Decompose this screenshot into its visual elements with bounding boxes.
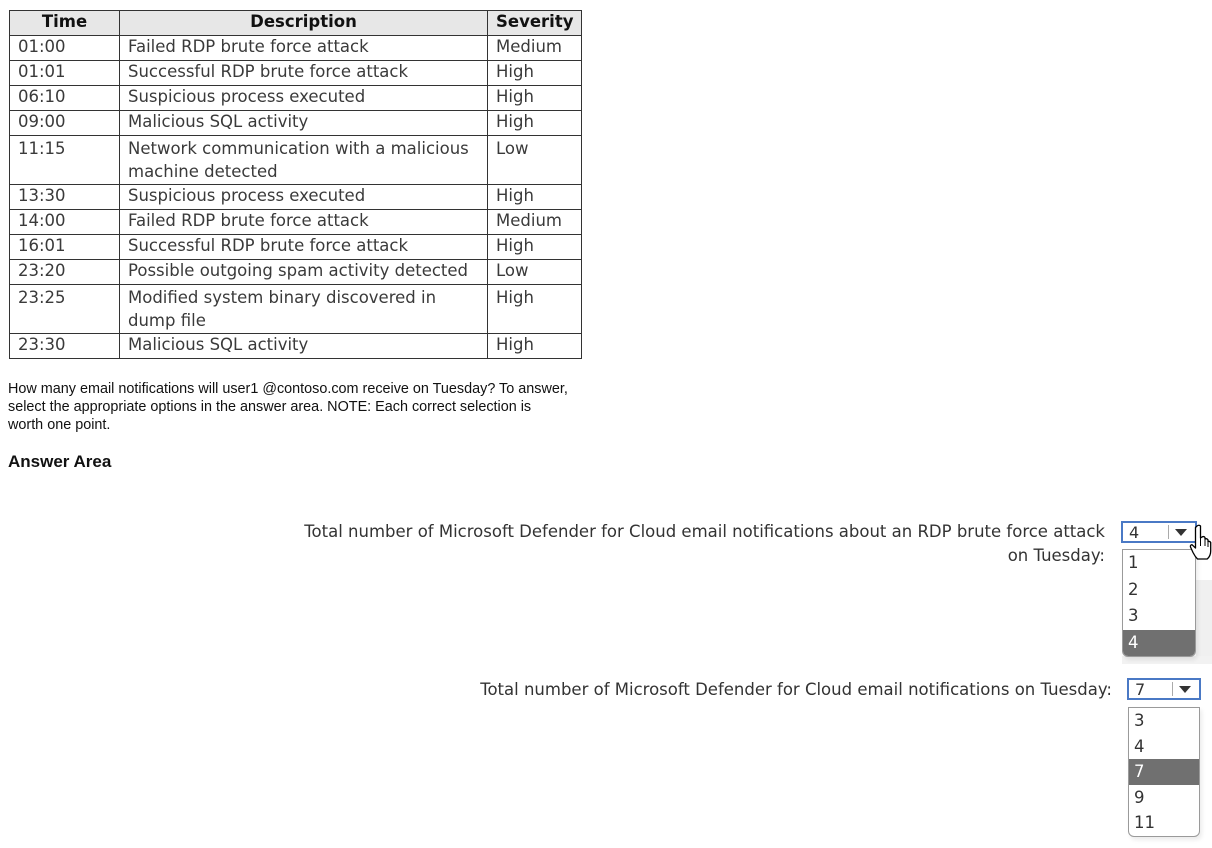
cell-description: Suspicious process executed <box>120 86 488 111</box>
q1-option[interactable]: 2 <box>1128 579 1139 599</box>
select-divider <box>1172 682 1173 696</box>
cell-time: 16:01 <box>10 235 120 260</box>
table-row <box>10 136 582 185</box>
table-row <box>10 86 582 111</box>
alerts-table <box>9 10 582 359</box>
cell-time: 14:00 <box>10 210 120 235</box>
table-row <box>10 185 582 210</box>
q2-option[interactable]: 7 <box>1129 759 1199 785</box>
alerts-table-body <box>10 36 582 359</box>
question-text: How many email notifications will user1 @contoso.com receive on Tuesday? To answer, select the appropriate options in the answer area. NOTE: Each correct selection is worth one point. <box>8 381 568 433</box>
cell-severity: High <box>488 86 582 111</box>
cell-description: Failed RDP brute force attack <box>120 36 488 61</box>
cell-severity: High <box>488 185 582 210</box>
q1-selected-value: 4 <box>1129 523 1140 542</box>
q1-dropdown-list <box>1122 549 1196 657</box>
q1-select[interactable] <box>1121 521 1197 543</box>
cell-severity: High <box>488 61 582 86</box>
hand-pointer-icon <box>1189 524 1212 564</box>
cell-description: Successful RDP brute force attack <box>120 61 488 86</box>
cell-description: Network communication with a malicious machine detected <box>120 136 488 185</box>
cell-description: Successful RDP brute force attack <box>120 235 488 260</box>
select-divider <box>1168 525 1169 539</box>
column-header-severity: Severity <box>488 11 582 36</box>
cell-description: Suspicious process executed <box>120 185 488 210</box>
column-header-description: Description <box>120 11 488 36</box>
cell-description: Failed RDP brute force attack <box>120 210 488 235</box>
cell-severity: Low <box>488 260 582 285</box>
cell-time: 23:25 <box>10 285 120 334</box>
table-row <box>10 235 582 260</box>
q1-option[interactable]: 4 <box>1123 630 1195 657</box>
cell-time: 13:30 <box>10 185 120 210</box>
cell-time: 01:00 <box>10 36 120 61</box>
cell-severity: High <box>488 235 582 260</box>
answer-area-heading: Answer Area <box>8 452 112 471</box>
table-row <box>10 36 582 61</box>
cell-severity: High <box>488 334 582 359</box>
q1-option[interactable]: 1 <box>1128 553 1139 572</box>
table-header-row <box>10 11 582 36</box>
q2-option[interactable]: 9 <box>1134 787 1145 807</box>
chevron-down-icon <box>1175 529 1187 536</box>
cell-severity: Medium <box>488 210 582 235</box>
table-row <box>10 285 582 334</box>
cell-severity: High <box>488 285 582 334</box>
cell-time: 11:15 <box>10 136 120 185</box>
q1-label: Total number of Microsoft Defender for Cloud email notifications about an RDP brute force attack on Tuesday: <box>304 522 1105 565</box>
cell-description: Modified system binary discovered in dump file <box>120 285 488 334</box>
q1-option[interactable]: 3 <box>1128 606 1139 625</box>
cell-time: 23:20 <box>10 260 120 285</box>
table-row <box>10 260 582 285</box>
cell-time: 09:00 <box>10 111 120 136</box>
q2-selected-value: 7 <box>1135 680 1146 699</box>
q2-option[interactable]: 4 <box>1134 736 1145 756</box>
dropdown-backdrop <box>1196 580 1212 662</box>
cell-time: 01:01 <box>10 61 120 86</box>
cell-description: Possible outgoing spam activity detected <box>120 260 488 285</box>
column-header-time: Time <box>10 11 120 36</box>
table-row <box>10 111 582 136</box>
cell-time: 06:10 <box>10 86 120 111</box>
q2-option[interactable]: 11 <box>1134 813 1155 832</box>
q2-select[interactable] <box>1127 678 1201 700</box>
table-row <box>10 61 582 86</box>
q2-option[interactable]: 3 <box>1134 711 1145 730</box>
cell-severity: Medium <box>488 36 582 61</box>
cell-description: Malicious SQL activity <box>120 334 488 359</box>
cell-time: 23:30 <box>10 334 120 359</box>
cell-severity: High <box>488 111 582 136</box>
table-row <box>10 334 582 359</box>
q2-label: Total number of Microsoft Defender for Cloud email notifications on Tuesday: <box>480 680 1112 699</box>
dropdown-backdrop <box>1122 656 1212 664</box>
q2-dropdown-list <box>1128 707 1200 837</box>
table-row <box>10 210 582 235</box>
cell-description: Malicious SQL activity <box>120 111 488 136</box>
chevron-down-icon <box>1179 686 1191 693</box>
cell-severity: Low <box>488 136 582 185</box>
